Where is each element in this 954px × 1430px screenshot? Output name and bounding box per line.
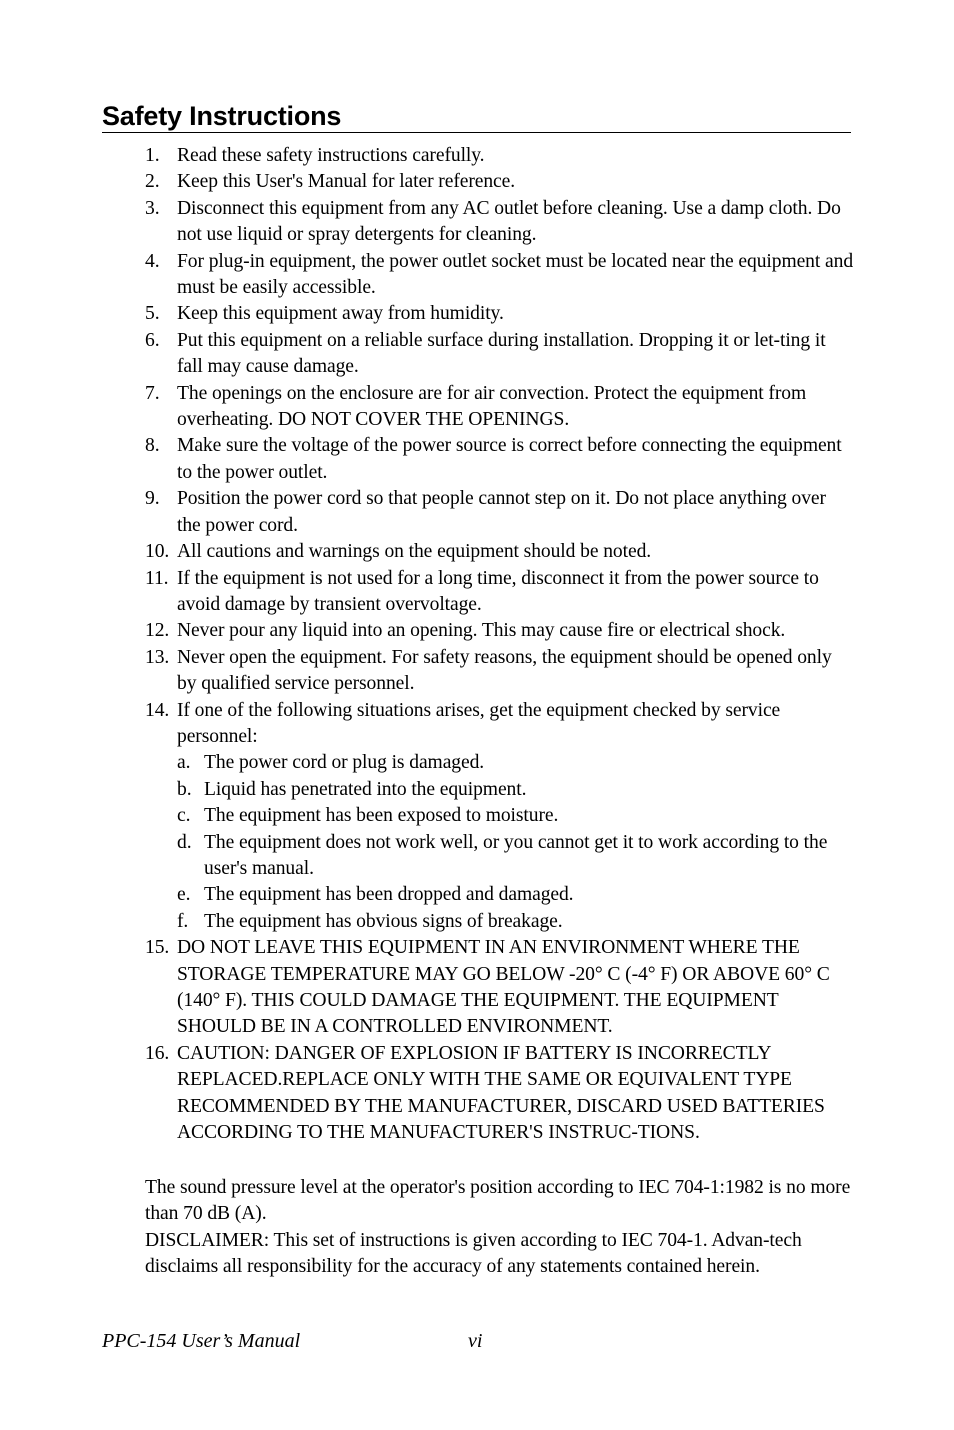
sublist-item <box>177 830 854 883</box>
list-item <box>0 328 853 381</box>
footer-page-number: vi <box>468 1330 483 1352</box>
subitem-text: The equipment has been dropped and damaged. <box>204 884 574 906</box>
item-text: For plug-in equipment, the power outlet socket must be located near the equipment and must be easily accessible. <box>177 250 854 299</box>
sublist-item <box>177 909 854 935</box>
list-item <box>0 1041 853 1147</box>
sound-pressure-note: The sound pressure level at the operator's position according to IEC 704-1:1982 is no more than 70 dB (A). <box>145 1177 851 1225</box>
item-text: CAUTION: DANGER OF EXPLOSION IF BATTERY IS INCORRECTLY REPLACED.REPLACE ONLY WITH THE SAME OR EQUIVALENT TYPE RECOMMENDED BY THE MANUFACTURER, DISCARD USED BATTERIES ACCORDING TO THE MANUFACTURER'S INSTRUC-TIONS. <box>177 1042 825 1144</box>
subitem-text: The equipment has been exposed to moisture. <box>204 805 559 827</box>
item-number: 13. <box>145 646 170 668</box>
item-number: 4. <box>145 250 160 272</box>
item-text: If one of the following situations arises, get the equipment checked by service personnel: <box>177 699 781 747</box>
item-text: Keep this User's Manual for later reference. <box>177 171 516 193</box>
item-number: 9. <box>145 488 160 510</box>
item-number: 1. <box>145 145 160 166</box>
subitem-text: The equipment has obvious signs of breakage. <box>204 910 563 932</box>
item-text: If the equipment is not used for a long time, disconnect it from the power source to avoid damage by transient overvoltage. <box>177 567 819 615</box>
footer-manual-title: PPC-154 User’s Manual <box>102 1330 301 1352</box>
list-item <box>0 433 853 486</box>
list-item <box>0 618 853 644</box>
item-number: 10. <box>145 541 170 563</box>
subitem-text: The equipment does not work well, or you cannot get it to work according to the user's manual. <box>204 831 828 879</box>
item-text: Disconnect this equipment from any AC outlet before cleaning. Use a damp cloth. Do not use liquid or spray detergents for cleaning. <box>177 197 841 246</box>
sublist-item <box>177 803 854 829</box>
list-item <box>0 169 853 195</box>
subitem-text: Liquid has penetrated into the equipment. <box>204 778 527 800</box>
list-item <box>0 698 853 936</box>
item-number: 12. <box>145 620 170 642</box>
subitem-letter: e. <box>177 884 191 906</box>
situations-sublist <box>177 750 853 935</box>
list-item <box>0 935 853 1041</box>
list-item <box>0 486 853 539</box>
item-text: DO NOT LEAVE THIS EQUIPMENT IN AN ENVIRONMENT WHERE THE STORAGE TEMPERATURE MAY GO BELOW -20° C (-4° F) OR ABOVE 60° C (140° F). THIS COULD DAMAGE THE EQUIPMENT. THE EQUIPMENT SHOULD BE IN A CONTROLLED ENVIRONMENT. <box>177 937 830 1038</box>
list-item <box>0 196 853 249</box>
item-number: 3. <box>145 197 160 219</box>
list-item <box>0 381 853 434</box>
sublist-item <box>177 750 854 776</box>
item-number: 7. <box>145 382 160 404</box>
item-text: Never pour any liquid into an opening. This may cause fire or electrical shock. <box>177 620 786 642</box>
safety-instructions-list <box>0 143 954 1146</box>
item-number: 16. <box>145 1042 170 1064</box>
item-text: The openings on the enclosure are for air convection. Protect the equipment from overheating. DO NOT COVER THE OPENINGS. <box>177 382 807 431</box>
item-number: 15. <box>145 937 170 959</box>
item-text: Never open the equipment. For safety reasons, the equipment should be opened only by qualified service personnel. <box>177 646 832 695</box>
item-text: Position the power cord so that people cannot step on it. Do not place anything over the power cord. <box>177 488 826 536</box>
page-title: Safety Instructions <box>102 100 851 133</box>
subitem-letter: f. <box>177 910 189 932</box>
sublist-item <box>177 882 854 908</box>
item-text: All cautions and warnings on the equipment should be noted. <box>177 541 652 563</box>
list-item <box>0 645 853 698</box>
item-text: Put this equipment on a reliable surface during installation. Dropping it or let-ting it fall may cause damage. <box>177 329 826 378</box>
subitem-letter: b. <box>177 778 192 800</box>
list-item <box>0 539 853 565</box>
subitem-letter: c. <box>177 805 191 827</box>
item-text: Make sure the voltage of the power source is correct before connecting the equipment to the power outlet. <box>177 435 842 483</box>
sublist-item <box>177 777 854 803</box>
disclaimer: DISCLAIMER: This set of instructions is given according to IEC 704-1. Advan-tech disclaims all responsibility for the accuracy of any statements contained herein. <box>145 1230 802 1278</box>
item-number: 6. <box>145 329 160 351</box>
item-number: 11. <box>145 567 169 589</box>
subitem-letter: a. <box>177 752 191 774</box>
list-item <box>0 249 853 302</box>
item-number: 14. <box>145 699 170 721</box>
item-number: 2. <box>145 171 160 193</box>
list-item <box>0 301 853 327</box>
item-number: 8. <box>145 435 160 457</box>
list-item <box>0 566 853 619</box>
item-text: Keep this equipment away from humidity. <box>177 303 504 325</box>
subitem-text: The power cord or plug is damaged. <box>204 752 485 774</box>
item-text: Read these safety instructions carefully. <box>177 145 485 166</box>
item-number: 5. <box>145 303 160 325</box>
list-item <box>0 143 853 169</box>
subitem-letter: d. <box>177 831 192 853</box>
